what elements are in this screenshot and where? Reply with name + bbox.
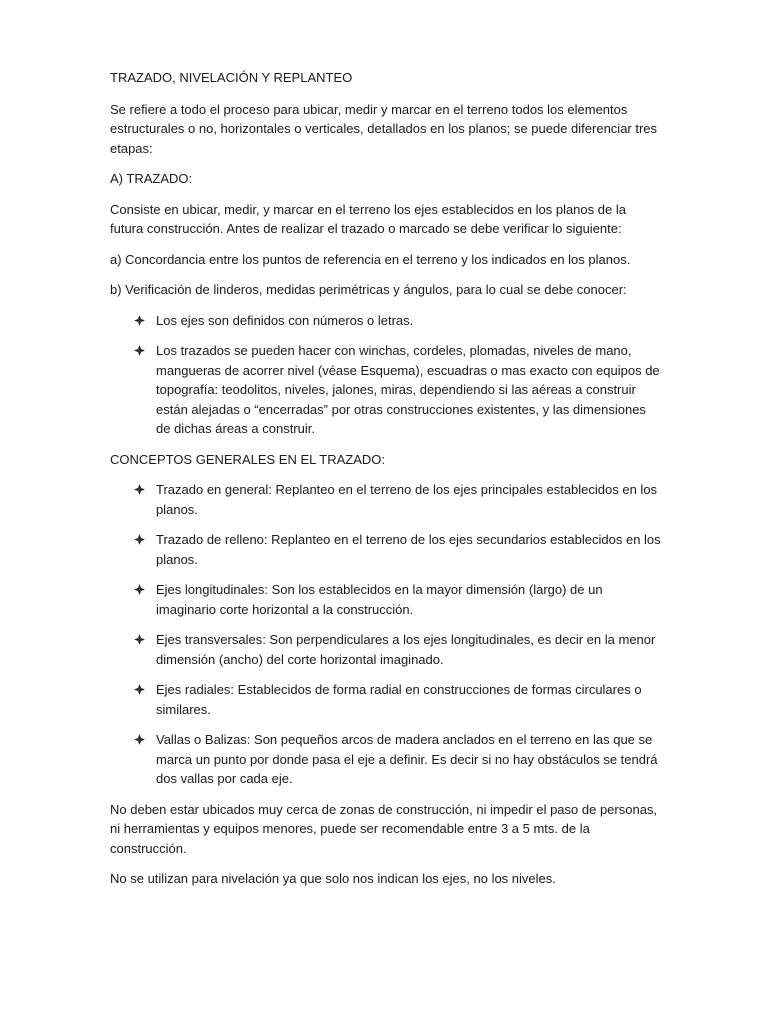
item-b-paragraph: b) Verificación de linderos, medidas perimétricas y ángulos, para lo cual se debe conocer: — [110, 282, 627, 297]
concepts-bullet-list — [110, 480, 662, 789]
item-a-paragraph: a) Concordancia entre los puntos de referencia en el terreno y los indicados en los planos. — [110, 251, 631, 267]
list-item — [110, 341, 662, 439]
list-item — [110, 580, 662, 619]
closing-paragraph-1: No deben estar ubicados muy cerca de zonas de construcción, ni impedir el paso de personas, ni herramientas y equipos menores, puede ser recomendable entre 3 a 5 mts. de la construcción. — [110, 801, 658, 856]
bullet-text: Los ejes son definidos con números o letras. — [156, 312, 414, 328]
verification-bullet-list — [110, 311, 662, 439]
section-a-paragraph: Consiste en ubicar, medir, y marcar en el terreno los ejes establecidos en los planos de la futura construcción. Antes de realizar el trazado o marcado se debe verificar lo siguiente: — [110, 201, 626, 236]
bullet-text: Trazado en general: Replanteo en el terreno de los ejes principales establecidos en los planos. — [156, 482, 658, 517]
diamond-bullet-icon — [134, 534, 145, 545]
list-item — [110, 680, 662, 719]
list-item — [110, 730, 662, 789]
diamond-bullet-icon — [134, 484, 145, 495]
bullet-text: Ejes radiales: Establecidos de forma radial en construcciones de formas circulares o similares. — [156, 682, 642, 717]
diamond-bullet-icon — [134, 634, 145, 645]
diamond-bullet-icon — [134, 734, 145, 745]
section-a-heading: A) TRAZADO: — [110, 171, 193, 186]
list-item — [110, 530, 662, 569]
list-item — [110, 630, 662, 669]
diamond-bullet-icon — [134, 584, 145, 595]
diamond-bullet-icon — [134, 345, 145, 356]
list-item — [110, 311, 662, 331]
diamond-bullet-icon — [134, 684, 145, 695]
list-item — [110, 480, 662, 519]
document-title: TRAZADO, NIVELACIÓN Y REPLANTEO — [110, 70, 353, 85]
bullet-text: Ejes longitudinales: Son los establecidos en la mayor dimensión (largo) de un imaginario corte horizontal a la construcción. — [156, 582, 603, 617]
bullet-text: Los trazados se pueden hacer con winchas, cordeles, plomadas, niveles de mano, mangueras de acorrer nivel (véase Esquema), escuadras o mas exacto con equipos de topografía: teodolitos, niveles, jalones, miras, dependiendo si las aéreas a construir están alejadas o “encerradas” por otras construcciones existentes, y las dimensiones de dichas áreas a construir. — [156, 343, 660, 436]
bullet-text: Ejes transversales: Son perpendiculares a los ejes longitudinales, es decir en la menor dimensión (ancho) del corte horizontal imaginado. — [156, 632, 656, 667]
intro-paragraph: Se refiere a todo el proceso para ubicar, medir y marcar en el terreno todos los elementos estructurales o no, horizontales o verticales, detallados en los planos; se puede diferenciar tres etapas: — [110, 101, 658, 156]
bullet-text: Vallas o Balizas: Son pequeños arcos de madera anclados en el terreno en las que se marca un punto por donde pasa el eje a definir. Es decir si no hay obstáculos se tendrá dos vallas por cada eje. — [156, 732, 658, 786]
document-page — [110, 68, 662, 900]
closing-paragraph-2: No se utilizan para nivelación ya que solo nos indican los ejes, no los niveles. — [110, 871, 556, 886]
bullet-text: Trazado de relleno: Replanteo en el terreno de los ejes secundarios establecidos en los planos. — [156, 532, 661, 567]
diamond-bullet-icon — [134, 315, 145, 326]
concepts-heading: CONCEPTOS GENERALES EN EL TRAZADO: — [110, 451, 385, 467]
